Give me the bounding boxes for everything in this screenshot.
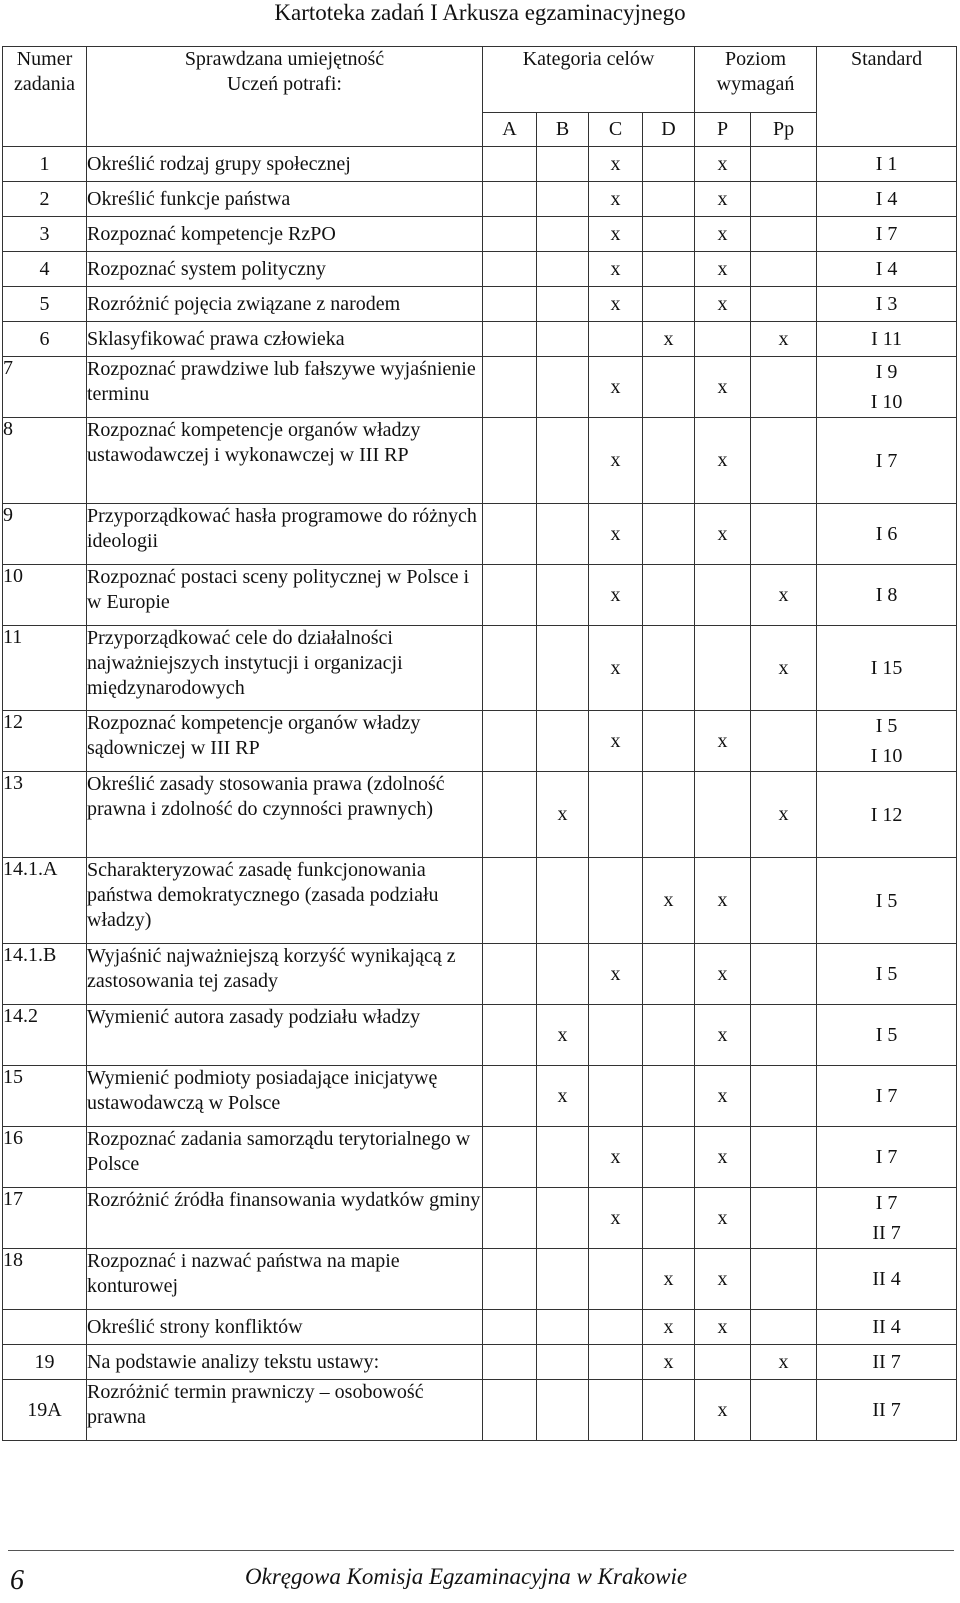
task-skill: Rozpoznać system polityczny: [87, 252, 483, 287]
header-standard: Standard: [817, 47, 957, 147]
task-skill: Przyporządkować hasła programowe do różnych ideologii: [87, 504, 483, 565]
mark-cell-a: [483, 287, 537, 322]
mark-cell-pp: [751, 182, 817, 217]
mark-cell-d: x: [643, 322, 695, 357]
table-row: [3, 944, 957, 1005]
mark-cell-p: [695, 626, 751, 711]
mark-cell-a: [483, 182, 537, 217]
table-row: [3, 504, 957, 565]
mark-cell-b: [537, 182, 589, 217]
mark-cell-a: [483, 1249, 537, 1310]
task-skill: Określić strony konfliktów: [87, 1310, 483, 1345]
mark-cell-pp: [751, 1127, 817, 1188]
table-row: [3, 418, 957, 504]
sub-header-b: B: [537, 113, 589, 147]
task-number: 12: [3, 711, 87, 772]
task-skill: Wymienić autora zasady podziału władzy: [87, 1005, 483, 1066]
mark-cell-p: [695, 565, 751, 626]
mark-cell-c: x: [589, 252, 643, 287]
header-skill-line1: Sprawdzana umiejętność: [184, 48, 385, 70]
mark-cell-b: [537, 1249, 589, 1310]
mark-cell-a: [483, 1127, 537, 1188]
mark-cell-p: x: [695, 252, 751, 287]
standard-value: I 5: [875, 715, 898, 737]
mark-cell-p: x: [695, 1066, 751, 1127]
mark-cell-b: [537, 1310, 589, 1345]
standard-cell: [817, 1127, 957, 1188]
mark-cell-p: x: [695, 1005, 751, 1066]
mark-cell-c: x: [589, 357, 643, 418]
task-skill: Wyjaśnić najważniejszą korzyść wynikającą z zastosowania tej zasady: [87, 944, 483, 1005]
task-skill: Określić zasady stosowania prawa (zdolność prawna i zdolność do czynności prawnych): [87, 772, 483, 858]
mark-cell-a: [483, 217, 537, 252]
task-number: 5: [3, 287, 87, 322]
sub-header-pp: Pp: [751, 113, 817, 147]
mark-cell-a: [483, 626, 537, 711]
standard-cell: [817, 252, 957, 287]
sub-header-a: A: [483, 113, 537, 147]
mark-cell-p: [695, 1345, 751, 1380]
mark-cell-p: x: [695, 287, 751, 322]
standard-value: I 4: [875, 188, 898, 210]
mark-cell-a: [483, 565, 537, 626]
mark-cell-c: x: [589, 711, 643, 772]
task-skill: Rozpoznać postaci sceny politycznej w Polsce i w Europie: [87, 565, 483, 626]
mark-cell-c: [589, 772, 643, 858]
mark-cell-pp: [751, 1310, 817, 1345]
standard-cell: [817, 1345, 957, 1380]
mark-cell-d: [643, 418, 695, 504]
task-skill: Wymienić podmioty posiadające inicjatywę ustawodawczą w Polsce: [87, 1066, 483, 1127]
mark-cell-b: x: [537, 1005, 589, 1066]
task-number: 8: [3, 418, 87, 504]
standard-value: II 7: [872, 1399, 901, 1421]
mark-cell-p: x: [695, 858, 751, 944]
mark-cell-b: [537, 711, 589, 772]
task-number: 16: [3, 1127, 87, 1188]
task-skill: Określić rodzaj grupy społecznej: [87, 147, 483, 182]
header-skill: [87, 47, 483, 147]
standard-value: I 7: [875, 1146, 898, 1168]
mark-cell-b: [537, 1127, 589, 1188]
standard-value: I 8: [875, 584, 898, 606]
standard-value: II 4: [872, 1316, 901, 1338]
task-skill: Rozpoznać prawdziwe lub fałszywe wyjaśnienie terminu: [87, 357, 483, 418]
mark-cell-p: x: [695, 711, 751, 772]
mark-cell-c: x: [589, 147, 643, 182]
mark-cell-c: [589, 1310, 643, 1345]
mark-cell-a: [483, 1310, 537, 1345]
task-number: 11: [3, 626, 87, 711]
task-number: 6: [3, 322, 87, 357]
mark-cell-d: [643, 1188, 695, 1249]
mark-cell-p: [695, 772, 751, 858]
task-number: 14.2: [3, 1005, 87, 1066]
mark-cell-b: [537, 565, 589, 626]
standard-cell: [817, 287, 957, 322]
mark-cell-c: x: [589, 182, 643, 217]
mark-cell-p: x: [695, 1249, 751, 1310]
table-row: [3, 147, 957, 182]
mark-cell-b: x: [537, 772, 589, 858]
mark-cell-d: [643, 252, 695, 287]
standard-cell: [817, 626, 957, 711]
mark-cell-c: x: [589, 1188, 643, 1249]
header-skill-line2: Uczeń potrafi:: [227, 73, 342, 95]
standard-value: I 10: [870, 391, 903, 413]
standard-value: II 7: [872, 1351, 901, 1373]
standard-cell: [817, 418, 957, 504]
task-skill: Rozpoznać kompetencje organów władzy sądowniczej w III RP: [87, 711, 483, 772]
mark-cell-a: [483, 1345, 537, 1380]
mark-cell-d: [643, 504, 695, 565]
mark-cell-pp: [751, 217, 817, 252]
table-row: [3, 1127, 957, 1188]
mark-cell-a: [483, 147, 537, 182]
standard-cell: [817, 504, 957, 565]
standard-cell: [817, 772, 957, 858]
mark-cell-p: x: [695, 147, 751, 182]
mark-cell-pp: x: [751, 322, 817, 357]
task-skill: Przyporządkować cele do działalności najważniejszych instytucji i organizacji międzynarodowych: [87, 626, 483, 711]
sub-header-c: C: [589, 113, 643, 147]
standard-value: I 7: [875, 223, 898, 245]
table-row: [3, 1066, 957, 1127]
task-number: 19A: [3, 1380, 87, 1441]
task-skill: Rozróżnić pojęcia związane z narodem: [87, 287, 483, 322]
task-skill: Określić funkcje państwa: [87, 182, 483, 217]
mark-cell-a: [483, 357, 537, 418]
mark-cell-p: x: [695, 357, 751, 418]
mark-cell-pp: [751, 357, 817, 418]
sub-header-d: D: [643, 113, 695, 147]
mark-cell-c: [589, 858, 643, 944]
mark-cell-c: x: [589, 565, 643, 626]
mark-cell-pp: x: [751, 1345, 817, 1380]
standard-cell: [817, 147, 957, 182]
task-skill: Rozpoznać kompetencje organów władzy ustawodawczej i wykonawczej w III RP: [87, 418, 483, 504]
task-skill: Rozpoznać zadania samorządu terytorialnego w Polsce: [87, 1127, 483, 1188]
task-number: 10: [3, 565, 87, 626]
standard-cell: [817, 711, 957, 772]
task-number: 13: [3, 772, 87, 858]
mark-cell-c: [589, 1380, 643, 1441]
mark-cell-a: [483, 418, 537, 504]
mark-cell-a: [483, 1188, 537, 1249]
standard-value: I 9: [875, 361, 898, 383]
mark-cell-p: x: [695, 944, 751, 1005]
mark-cell-d: [643, 287, 695, 322]
standard-value: I 3: [875, 293, 898, 315]
mark-cell-b: [537, 1345, 589, 1380]
standard-value: I 1: [875, 153, 898, 175]
task-number: 4: [3, 252, 87, 287]
mark-cell-p: x: [695, 418, 751, 504]
mark-cell-b: [537, 322, 589, 357]
mark-cell-a: [483, 252, 537, 287]
mark-cell-pp: [751, 1066, 817, 1127]
mark-cell-d: [643, 1005, 695, 1066]
standard-value: I 10: [870, 745, 903, 767]
mark-cell-p: x: [695, 1188, 751, 1249]
mark-cell-p: x: [695, 182, 751, 217]
table-row: [3, 1380, 957, 1441]
mark-cell-d: [643, 565, 695, 626]
mark-cell-d: x: [643, 858, 695, 944]
task-skill: Rozróżnić termin prawniczy – osobowość prawna: [87, 1380, 483, 1441]
mark-cell-b: [537, 252, 589, 287]
task-number: 1: [3, 147, 87, 182]
mark-cell-b: [537, 504, 589, 565]
mark-cell-d: [643, 217, 695, 252]
mark-cell-a: [483, 1380, 537, 1441]
standard-value: I 15: [870, 657, 903, 679]
header-number: Numer zadania: [3, 47, 87, 147]
mark-cell-c: x: [589, 944, 643, 1005]
mark-cell-a: [483, 858, 537, 944]
mark-cell-d: [643, 147, 695, 182]
table-row: [3, 217, 957, 252]
standard-value: I 7: [875, 1192, 898, 1214]
table-row: [3, 626, 957, 711]
mark-cell-pp: [751, 418, 817, 504]
standard-cell: [817, 944, 957, 1005]
header-category: Kategoria celów: [483, 47, 695, 113]
mark-cell-c: x: [589, 418, 643, 504]
standard-cell: [817, 1005, 957, 1066]
task-skill: Rozróżnić źródła finansowania wydatków gminy: [87, 1188, 483, 1249]
mark-cell-c: x: [589, 504, 643, 565]
task-number: 18: [3, 1249, 87, 1310]
mark-cell-c: x: [589, 287, 643, 322]
mark-cell-c: [589, 1345, 643, 1380]
task-number: [3, 1310, 87, 1345]
table-row: [3, 1188, 957, 1249]
standard-value: I 7: [875, 449, 898, 472]
header-level: Poziom wymagań: [695, 47, 817, 113]
standard-value: I 5: [875, 963, 898, 985]
table-row: [3, 1005, 957, 1066]
table-row: [3, 1249, 957, 1310]
mark-cell-b: [537, 1188, 589, 1249]
mark-cell-c: x: [589, 1127, 643, 1188]
mark-cell-b: [537, 944, 589, 1005]
mark-cell-p: [695, 322, 751, 357]
mark-cell-d: x: [643, 1310, 695, 1345]
table-row: [3, 711, 957, 772]
mark-cell-b: x: [537, 1066, 589, 1127]
mark-cell-d: [643, 182, 695, 217]
footer-organization: Okręgowa Komisja Egzaminacyjna w Krakowie: [245, 1564, 688, 1589]
task-card-table: [2, 46, 957, 1441]
mark-cell-c: [589, 322, 643, 357]
mark-cell-pp: [751, 858, 817, 944]
mark-cell-b: [537, 287, 589, 322]
mark-cell-pp: [751, 711, 817, 772]
standard-cell: [817, 217, 957, 252]
mark-cell-pp: x: [751, 565, 817, 626]
mark-cell-b: [537, 858, 589, 944]
mark-cell-c: [589, 1249, 643, 1310]
task-skill: Rozpoznać kompetencje RzPO: [87, 217, 483, 252]
standard-value: I 6: [875, 523, 898, 545]
task-number: 7: [3, 357, 87, 418]
task-number: 17: [3, 1188, 87, 1249]
mark-cell-pp: [751, 287, 817, 322]
sub-header-p: P: [695, 113, 751, 147]
mark-cell-d: [643, 1127, 695, 1188]
standard-cell: [817, 1310, 957, 1345]
mark-cell-pp: [751, 252, 817, 287]
mark-cell-d: [643, 944, 695, 1005]
task-number: 19: [3, 1345, 87, 1380]
mark-cell-d: x: [643, 1249, 695, 1310]
mark-cell-pp: [751, 1188, 817, 1249]
standard-value: I 11: [871, 328, 902, 350]
mark-cell-b: [537, 626, 589, 711]
standard-value: II 7: [872, 1222, 901, 1244]
mark-cell-pp: [751, 147, 817, 182]
standard-value: I 4: [875, 258, 898, 280]
table-row: [3, 1310, 957, 1345]
standard-value: I 12: [870, 803, 903, 826]
mark-cell-a: [483, 711, 537, 772]
table-row: [3, 287, 957, 322]
mark-cell-p: x: [695, 1310, 751, 1345]
mark-cell-pp: x: [751, 772, 817, 858]
mark-cell-pp: [751, 1380, 817, 1441]
mark-cell-b: [537, 217, 589, 252]
mark-cell-p: x: [695, 217, 751, 252]
mark-cell-b: [537, 1380, 589, 1441]
task-number: 15: [3, 1066, 87, 1127]
task-skill: Na podstawie analizy tekstu ustawy:: [87, 1345, 483, 1380]
table-row: [3, 565, 957, 626]
mark-cell-pp: [751, 1249, 817, 1310]
task-number: 9: [3, 504, 87, 565]
standard-cell: [817, 565, 957, 626]
mark-cell-pp: [751, 944, 817, 1005]
mark-cell-pp: [751, 504, 817, 565]
mark-cell-a: [483, 504, 537, 565]
standard-cell: [817, 1066, 957, 1127]
mark-cell-b: [537, 418, 589, 504]
mark-cell-c: x: [589, 217, 643, 252]
table-row: [3, 252, 957, 287]
standard-value: I 7: [875, 1085, 898, 1107]
table-row: [3, 182, 957, 217]
task-skill: Rozpoznać i nazwać państwa na mapie konturowej: [87, 1249, 483, 1310]
standard-value: II 4: [872, 1268, 901, 1290]
mark-cell-d: [643, 357, 695, 418]
mark-cell-d: [643, 711, 695, 772]
standard-cell: [817, 1249, 957, 1310]
standard-cell: [817, 357, 957, 418]
mark-cell-b: [537, 147, 589, 182]
mark-cell-p: x: [695, 1127, 751, 1188]
task-number: 14.1.A: [3, 858, 87, 944]
mark-cell-pp: [751, 1005, 817, 1066]
table-body: [3, 147, 957, 1441]
table-row: [3, 357, 957, 418]
table-row: [3, 772, 957, 858]
table-row: [3, 1345, 957, 1380]
table-row: [3, 322, 957, 357]
footer-divider: [8, 1550, 954, 1551]
mark-cell-d: [643, 1066, 695, 1127]
mark-cell-d: [643, 1380, 695, 1441]
mark-cell-d: [643, 772, 695, 858]
mark-cell-a: [483, 1005, 537, 1066]
mark-cell-p: x: [695, 1380, 751, 1441]
mark-cell-a: [483, 322, 537, 357]
standard-cell: [817, 182, 957, 217]
standard-cell: [817, 1380, 957, 1441]
standard-value: I 5: [875, 889, 898, 912]
mark-cell-a: [483, 944, 537, 1005]
page-number: 6: [10, 1565, 24, 1596]
mark-cell-a: [483, 772, 537, 858]
task-number: 14.1.B: [3, 944, 87, 1005]
standard-cell: [817, 858, 957, 944]
standard-cell: [817, 1188, 957, 1249]
mark-cell-b: [537, 357, 589, 418]
document-title: Kartoteka zadań I Arkusza egzaminacyjnego: [274, 0, 686, 25]
table-row: [3, 858, 957, 944]
mark-cell-c: [589, 1066, 643, 1127]
standard-value: I 5: [875, 1024, 898, 1046]
task-skill: Scharakteryzować zasadę funkcjonowania państwa demokratycznego (zasada podziału władzy): [87, 858, 483, 944]
mark-cell-c: [589, 1005, 643, 1066]
task-number: 2: [3, 182, 87, 217]
mark-cell-d: x: [643, 1345, 695, 1380]
mark-cell-p: x: [695, 504, 751, 565]
mark-cell-pp: x: [751, 626, 817, 711]
standard-cell: [817, 322, 957, 357]
task-number: 3: [3, 217, 87, 252]
mark-cell-a: [483, 1066, 537, 1127]
mark-cell-c: x: [589, 626, 643, 711]
task-skill: Sklasyfikować prawa człowieka: [87, 322, 483, 357]
mark-cell-d: [643, 626, 695, 711]
